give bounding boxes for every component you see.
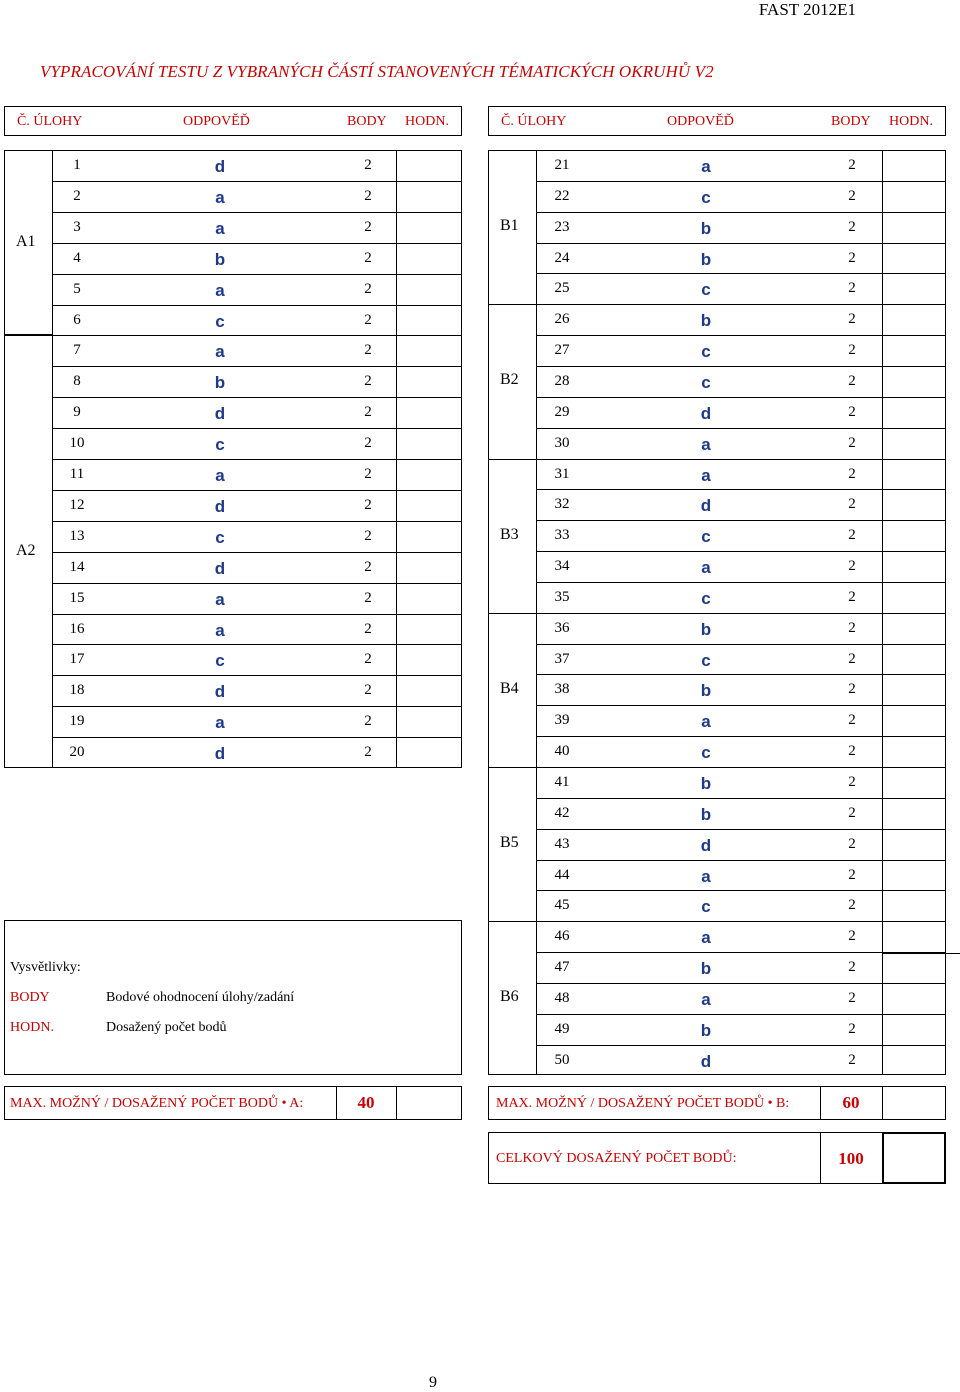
answer: c: [701, 897, 711, 917]
score-cell[interactable]: [397, 243, 461, 274]
task-number: 10: [69, 435, 85, 452]
task-number: 15: [69, 589, 85, 606]
task-number: 46: [554, 928, 570, 945]
task-number: 35: [554, 588, 570, 605]
answer: d: [214, 404, 226, 424]
answer: a: [215, 187, 225, 207]
points: 2: [364, 620, 372, 637]
answer: c: [701, 372, 711, 392]
score-cell[interactable]: [397, 335, 461, 366]
answer: a: [215, 713, 225, 733]
task-number: 12: [69, 496, 85, 513]
score-cell[interactable]: [883, 983, 947, 1014]
answer: a: [701, 465, 711, 485]
header-body: BODY: [831, 114, 871, 129]
group-label: B1: [500, 217, 519, 235]
group-label: B6: [500, 988, 519, 1006]
points: 2: [848, 774, 856, 790]
score-cell[interactable]: [883, 366, 947, 397]
points: 2: [848, 372, 856, 389]
answer: a: [701, 712, 711, 732]
answer: b: [700, 804, 712, 824]
task-number: 36: [554, 619, 570, 636]
header-hodn: HODN.: [889, 114, 933, 129]
score-cell[interactable]: [883, 798, 947, 829]
task-number: 37: [554, 650, 570, 667]
score-cell[interactable]: [397, 583, 461, 614]
points: 2: [364, 187, 372, 204]
answer: a: [701, 989, 711, 1009]
task-number: 41: [554, 774, 570, 790]
points: 2: [848, 434, 856, 451]
points: 2: [364, 713, 372, 730]
score-cell[interactable]: [397, 212, 461, 243]
answer: c: [701, 588, 711, 608]
answer: a: [215, 280, 225, 300]
points: 2: [364, 404, 372, 421]
answer: c: [701, 743, 711, 763]
answer: d: [214, 744, 226, 764]
task-number: 33: [554, 527, 570, 544]
answer: d: [214, 157, 226, 176]
points: 2: [848, 342, 856, 359]
score-cell[interactable]: [883, 829, 947, 860]
score-cell[interactable]: [883, 551, 947, 582]
points: 2: [364, 558, 372, 575]
answer: b: [700, 619, 712, 639]
task-number: 40: [554, 743, 570, 760]
points: 2: [848, 989, 856, 1006]
task-number: 21: [554, 157, 570, 173]
task-number: 48: [554, 989, 570, 1006]
header-odpoved: ODPOVĚĎ: [667, 114, 734, 129]
task-number: 31: [554, 465, 570, 482]
answer: b: [214, 249, 226, 269]
task-number: 17: [69, 651, 85, 668]
header-body: BODY: [347, 114, 387, 129]
score-cell[interactable]: [883, 1014, 947, 1045]
task-number: 22: [554, 187, 570, 204]
document-code: FAST 2012E1: [758, 0, 856, 19]
score-cell[interactable]: [397, 150, 461, 181]
points: 2: [848, 187, 856, 204]
points: 2: [364, 496, 372, 513]
total-value: 100: [838, 1149, 864, 1168]
points: 2: [848, 835, 856, 852]
task-number: 43: [554, 835, 570, 852]
score-cell[interactable]: [883, 613, 947, 644]
score-cell[interactable]: [883, 212, 947, 243]
score-cell[interactable]: [397, 706, 461, 737]
answer: c: [215, 651, 225, 671]
task-number: 20: [69, 744, 85, 761]
task-number: 6: [73, 311, 81, 328]
score-cell[interactable]: [397, 675, 461, 706]
points: 2: [848, 1020, 856, 1037]
points: 2: [848, 1051, 856, 1068]
task-number: 49: [554, 1020, 570, 1037]
points: 2: [364, 311, 372, 328]
legend-key-hodn: HODN.: [10, 1020, 54, 1035]
score-cell[interactable]: [883, 736, 947, 767]
left-header-row: [4, 106, 462, 136]
score-cell[interactable]: [397, 305, 461, 336]
group-label: B3: [500, 525, 519, 543]
answer: c: [701, 280, 711, 300]
summary-b-label: MAX. MOŽNÝ / DOSAŽENÝ POČET BODŮ • B:: [496, 1096, 790, 1111]
answer: c: [215, 527, 225, 547]
points: 2: [848, 527, 856, 544]
score-cell[interactable]: [397, 552, 461, 583]
points: 2: [848, 959, 856, 976]
score-cell[interactable]: [397, 274, 461, 305]
score-cell[interactable]: [883, 952, 947, 983]
task-number: 28: [554, 372, 570, 389]
page-title: VYPRACOVÁNÍ TESTU Z VYBRANÝCH ČÁSTÍ STANOVENÝCH TÉMATICKÝCH OKRUHŮ V2: [40, 62, 714, 81]
points: 2: [848, 743, 856, 760]
points: 2: [364, 373, 372, 390]
points: 2: [364, 280, 372, 297]
task-number: 39: [554, 712, 570, 729]
answer: b: [700, 774, 712, 793]
answer: d: [700, 835, 712, 855]
group-label: A2: [16, 541, 36, 559]
score-cell[interactable]: [397, 614, 461, 645]
points: 2: [848, 866, 856, 883]
score-cell[interactable]: [397, 181, 461, 212]
answer: d: [214, 558, 226, 578]
group-label: B2: [500, 371, 519, 389]
answer: b: [700, 681, 712, 701]
task-number: 7: [73, 342, 81, 359]
score-cell[interactable]: [883, 243, 947, 274]
task-number: 19: [69, 713, 85, 730]
score-cell[interactable]: [883, 273, 947, 304]
points: 2: [364, 682, 372, 699]
total-score-field[interactable]: [882, 1132, 946, 1184]
score-cell[interactable]: [397, 459, 461, 490]
task-number: 44: [554, 866, 570, 883]
task-number: 26: [554, 311, 570, 328]
score-cell[interactable]: [883, 767, 947, 798]
summary-a-label: MAX. MOŽNÝ / DOSAŽENÝ POČET BODŮ • A:: [10, 1096, 304, 1111]
score-cell[interactable]: [883, 150, 947, 181]
points: 2: [364, 527, 372, 544]
points: 2: [848, 403, 856, 420]
answer: c: [701, 527, 711, 547]
task-number: 2: [73, 187, 81, 204]
task-number: 27: [554, 342, 570, 359]
points: 2: [364, 249, 372, 266]
score-cell[interactable]: [883, 582, 947, 613]
answer: b: [214, 373, 226, 393]
score-cell[interactable]: [883, 520, 947, 551]
points: 2: [848, 650, 856, 667]
points: 2: [364, 218, 372, 235]
task-number: 3: [73, 218, 81, 235]
answer: a: [701, 558, 711, 578]
score-cell[interactable]: [397, 366, 461, 397]
score-cell[interactable]: [397, 737, 461, 768]
score-cell[interactable]: [883, 705, 947, 736]
group-label: A1: [16, 232, 36, 250]
score-cell[interactable]: [883, 489, 947, 520]
answer: d: [700, 1051, 712, 1071]
legend-title: Vysvětlivky:: [10, 960, 81, 975]
task-number: 8: [73, 373, 81, 390]
answer: d: [700, 496, 712, 516]
score-cell[interactable]: [883, 1045, 947, 1076]
legend-desc-body: Bodové ohodnocení úlohy/zadání: [106, 990, 295, 1005]
points: 2: [364, 651, 372, 668]
answer: d: [700, 403, 712, 423]
task-number: 1: [73, 157, 81, 173]
task-number: 29: [554, 403, 570, 420]
answer: c: [215, 435, 225, 455]
score-cell[interactable]: [883, 397, 947, 428]
task-number: 50: [554, 1051, 570, 1068]
points: 2: [848, 280, 856, 297]
task-number: 13: [69, 527, 85, 544]
header-hodn: HODN.: [405, 114, 449, 129]
score-cell[interactable]: [397, 521, 461, 552]
points: 2: [848, 897, 856, 914]
legend-desc-hodn: Dosažený počet bodů: [106, 1020, 227, 1035]
page-number: 9: [429, 1374, 437, 1391]
task-number: 42: [554, 804, 570, 821]
answer: a: [215, 620, 225, 640]
score-cell[interactable]: [397, 397, 461, 428]
header-uloha: Č. ÚLOHY: [17, 114, 83, 129]
group-label: B5: [500, 834, 519, 852]
points: 2: [364, 466, 372, 482]
score-cell[interactable]: [883, 644, 947, 675]
task-number: 11: [69, 466, 85, 482]
points: 2: [364, 744, 372, 761]
points: 2: [848, 928, 856, 945]
summary-b-value: 60: [842, 1093, 860, 1112]
points: 2: [848, 249, 856, 266]
score-cell[interactable]: [397, 490, 461, 521]
right-header-row: [488, 106, 946, 136]
points: 2: [364, 589, 372, 606]
task-number: 4: [73, 249, 81, 266]
score-cell[interactable]: [883, 890, 947, 921]
points: 2: [364, 342, 372, 359]
summary-a-value: 40: [357, 1093, 375, 1112]
task-number: 25: [554, 280, 570, 297]
answer: d: [214, 496, 226, 516]
answer: b: [700, 218, 712, 238]
task-number: 34: [554, 558, 570, 575]
answer: a: [701, 866, 711, 886]
points: 2: [364, 157, 372, 173]
answer: b: [700, 959, 712, 979]
answer: c: [701, 342, 711, 362]
legend-key-body: BODY: [10, 990, 50, 1005]
answer: b: [700, 311, 712, 331]
total-label: CELKOVÝ DOSAŽENÝ POČET BODŮ:: [496, 1151, 737, 1166]
points: 2: [848, 619, 856, 636]
task-number: 30: [554, 434, 570, 451]
score-cell[interactable]: [883, 335, 947, 366]
task-number: 18: [69, 682, 85, 699]
score-cell[interactable]: [883, 921, 947, 952]
score-cell[interactable]: [883, 674, 947, 705]
score-cell[interactable]: [883, 181, 947, 212]
points: 2: [848, 496, 856, 513]
task-number: 32: [554, 496, 570, 513]
task-number: 23: [554, 218, 570, 235]
score-cell[interactable]: [883, 860, 947, 891]
score-cell[interactable]: [883, 428, 947, 459]
task-number: 14: [69, 558, 85, 575]
task-number: 5: [73, 280, 81, 297]
points: 2: [848, 157, 856, 173]
points: 2: [848, 218, 856, 235]
score-cell[interactable]: [883, 304, 947, 335]
answer: b: [700, 1020, 712, 1040]
header-odpoved: ODPOVĚĎ: [183, 114, 250, 129]
points: 2: [848, 465, 856, 482]
answer: a: [215, 466, 225, 485]
task-number: 38: [554, 681, 570, 698]
answer: a: [215, 342, 225, 362]
task-number: 16: [69, 620, 85, 637]
score-cell[interactable]: [397, 644, 461, 675]
answer: a: [215, 218, 225, 238]
group-label: B4: [500, 679, 519, 697]
points: 2: [848, 558, 856, 575]
task-number: 9: [73, 404, 81, 421]
answer: c: [215, 311, 225, 331]
header-uloha: Č. ÚLOHY: [501, 114, 567, 129]
answer: c: [701, 187, 711, 207]
answer: a: [701, 434, 711, 454]
answer: a: [701, 928, 711, 948]
answer: c: [701, 650, 711, 670]
task-number: 47: [554, 959, 570, 976]
score-cell[interactable]: [883, 459, 947, 490]
answer: a: [701, 157, 711, 176]
answer: b: [700, 249, 712, 269]
answer: a: [215, 589, 225, 609]
points: 2: [848, 681, 856, 698]
task-number: 24: [554, 249, 570, 266]
task-number: 45: [554, 897, 570, 914]
score-cell[interactable]: [397, 428, 461, 459]
points: 2: [848, 588, 856, 605]
points: 2: [848, 712, 856, 729]
points: 2: [848, 311, 856, 328]
answer: d: [214, 682, 226, 702]
points: 2: [848, 804, 856, 821]
points: 2: [364, 435, 372, 452]
